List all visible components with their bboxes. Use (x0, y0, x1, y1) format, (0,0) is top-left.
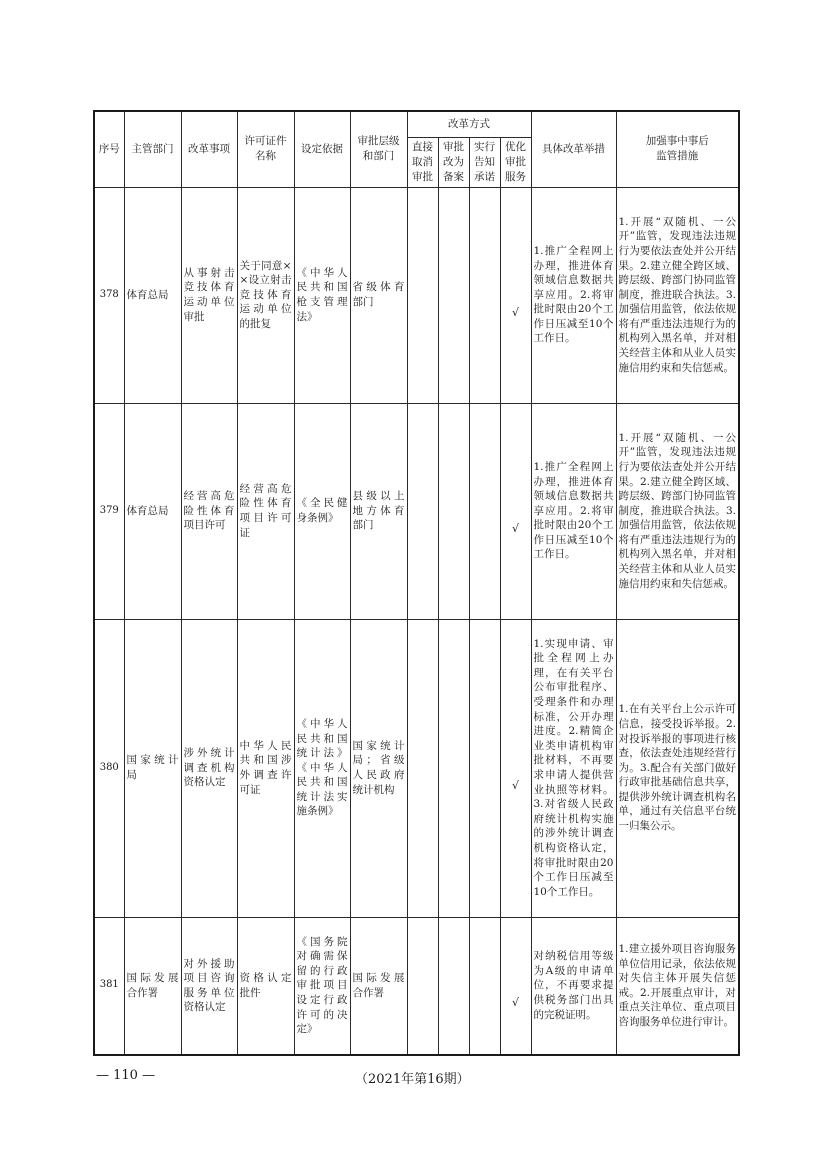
row-level: 国家统计局；省级人民政府统计机构 (350, 619, 407, 917)
row-mode-optimize (500, 917, 531, 1055)
row-supervision: 1.开展“双随机、一公开”监管，发现违法违规行为要依法查处并公开结果。2.建立健全跨区域、跨层级、跨部门协同监管制度，推进联合执法。3.加强信用监管，依法依规将有严重违法违规行为的机构列入黑名单，并对相关经营主体和从业人员实施信用约束和失信惩戒。 (616, 403, 739, 619)
check-mark: √ (511, 996, 519, 1010)
header-mode-commit: 实行 告知 承诺 (469, 137, 500, 187)
row-supervision: 1.开展“双随机、一公开”监管，发现违法违规行为要依法查处并公开结果。2.建立健全跨区域、跨层级、跨部门协同监管制度，推进联合执法。3.加强信用监管，依法依规将有严重违法违规行为的机构列入黑名单，并对相关经营主体和从业人员实施信用约束和失信惩戒。 (616, 187, 739, 403)
row-basis: 《全民健身条例》 (294, 403, 350, 619)
row-department: 体育总局 (124, 403, 181, 619)
header-seq: 序号 (94, 111, 124, 187)
check-mark: √ (511, 778, 519, 792)
row-measures: 1.推广全程网上办理，推进体育领域信息数据共享应用。2.将审批时限由20个工作日压减至10个工作日。 (531, 403, 616, 619)
row-supervision: 1.建立援外项目咨询服务单位信用记录，依法依规对失信主体开展失信惩戒。2.开展重点审计，对重点关注单位、重点项目咨询服务单位进行审计。 (616, 917, 739, 1055)
row-seq: 380 (94, 619, 124, 917)
row-mode-commit (469, 403, 500, 619)
header-mode-optimize: 优化 审批 服务 (500, 137, 531, 187)
row-mode-cancel (407, 917, 438, 1055)
row-measures: 对纳税信用等级为A级的申请单位，不再要求提供税务部门出具的完税证明。 (531, 917, 616, 1055)
page-number: — 110 — (96, 1068, 156, 1083)
row-supervision: 1.在有关平台上公示许可信息，接受投诉举报。2.对投诉举报的事项进行核查，依法查处违规经营行为。3.配合有关部门做好行政审批基础信息共享，提供涉外统计调查机构名单，通过有关信息平台统一归集公示。 (616, 619, 739, 917)
check-mark: √ (511, 521, 519, 535)
header-department: 主管部门 (124, 111, 181, 187)
header-license-name: 许可证件 名称 (237, 111, 294, 187)
row-level: 县级以上地方体育部门 (350, 403, 407, 619)
row-basis: 《国务院对确需保留的行政审批项目设定行政许可的决定》 (294, 917, 350, 1055)
row-level: 国际发展合作署 (350, 917, 407, 1055)
header-mode-filing: 审批 改为 备案 (438, 137, 469, 187)
header-level: 审批层级 和部门 (350, 111, 407, 187)
reform-table (93, 110, 740, 1056)
check-mark: √ (511, 305, 519, 319)
row-mode-commit (469, 619, 500, 917)
row-mode-cancel (407, 187, 438, 403)
row-mode-optimize (500, 403, 531, 619)
row-measures: 1.推广全程网上办理，推进体育领域信息数据共享应用。2.将审批时限由20个工作日压减至10个工作日。 (531, 187, 616, 403)
row-item: 经营高危险性体育项目许可 (181, 403, 237, 619)
row-seq: 379 (94, 403, 124, 619)
row-mode-optimize (500, 619, 531, 917)
table-row (94, 619, 739, 917)
header-measures: 具体改革举措 (531, 111, 616, 187)
header-supervision: 加强事中事后 监管措施 (616, 111, 739, 187)
row-mode-filing (438, 917, 469, 1055)
row-license-name: 经营高危险性体育项目许可证 (237, 403, 294, 619)
header-item: 改革事项 (181, 111, 237, 187)
header-basis: 设定依据 (294, 111, 350, 187)
row-mode-filing (438, 403, 469, 619)
row-license-name: 中华人民共和国涉外调查许可证 (237, 619, 294, 917)
row-seq: 378 (94, 187, 124, 403)
row-mode-filing (438, 619, 469, 917)
row-item: 对外援助项目咨询服务单位资格认定 (181, 917, 237, 1055)
row-license-name: 关于同意××设立射击竞技体育运动单位的批复 (237, 187, 294, 403)
row-mode-cancel (407, 403, 438, 619)
row-item: 从事射击竞技体育运动单位审批 (181, 187, 237, 403)
header-reform-mode: 改革方式 (407, 111, 531, 137)
row-department: 体育总局 (124, 187, 181, 403)
table-row (94, 187, 739, 403)
header-mode-cancel: 直接 取消 审批 (407, 137, 438, 187)
row-mode-filing (438, 187, 469, 403)
row-department: 国家统计局 (124, 619, 181, 917)
row-mode-commit (469, 187, 500, 403)
row-seq: 381 (94, 917, 124, 1055)
row-license-name: 资格认定批件 (237, 917, 294, 1055)
row-mode-optimize (500, 187, 531, 403)
row-mode-commit (469, 917, 500, 1055)
row-basis: 《中华人民共和国统计法》《中华人民共和国统计法实施条例》 (294, 619, 350, 917)
row-basis: 《中华人民共和国枪支管理法》 (294, 187, 350, 403)
row-department: 国际发展合作署 (124, 917, 181, 1055)
row-level: 省级体育部门 (350, 187, 407, 403)
row-item: 涉外统计调查机构资格认定 (181, 619, 237, 917)
row-mode-cancel (407, 619, 438, 917)
row-measures: 1.实现申请、审批全程网上办理，在有关平台公布审批程序、受理条件和办理标准，公开办理进度。2.精简企业类申请机构审批材料，不再要求申请人提供营业执照等材料。3.对省级人民政府统计机构实施的涉外统计调查机构资格认定，将审批时限由20个工作日压减至10个工作日。 (531, 619, 616, 917)
table-row (94, 403, 739, 619)
issue-label: （2021年第16期） (355, 1072, 470, 1087)
table-row (94, 917, 739, 1055)
